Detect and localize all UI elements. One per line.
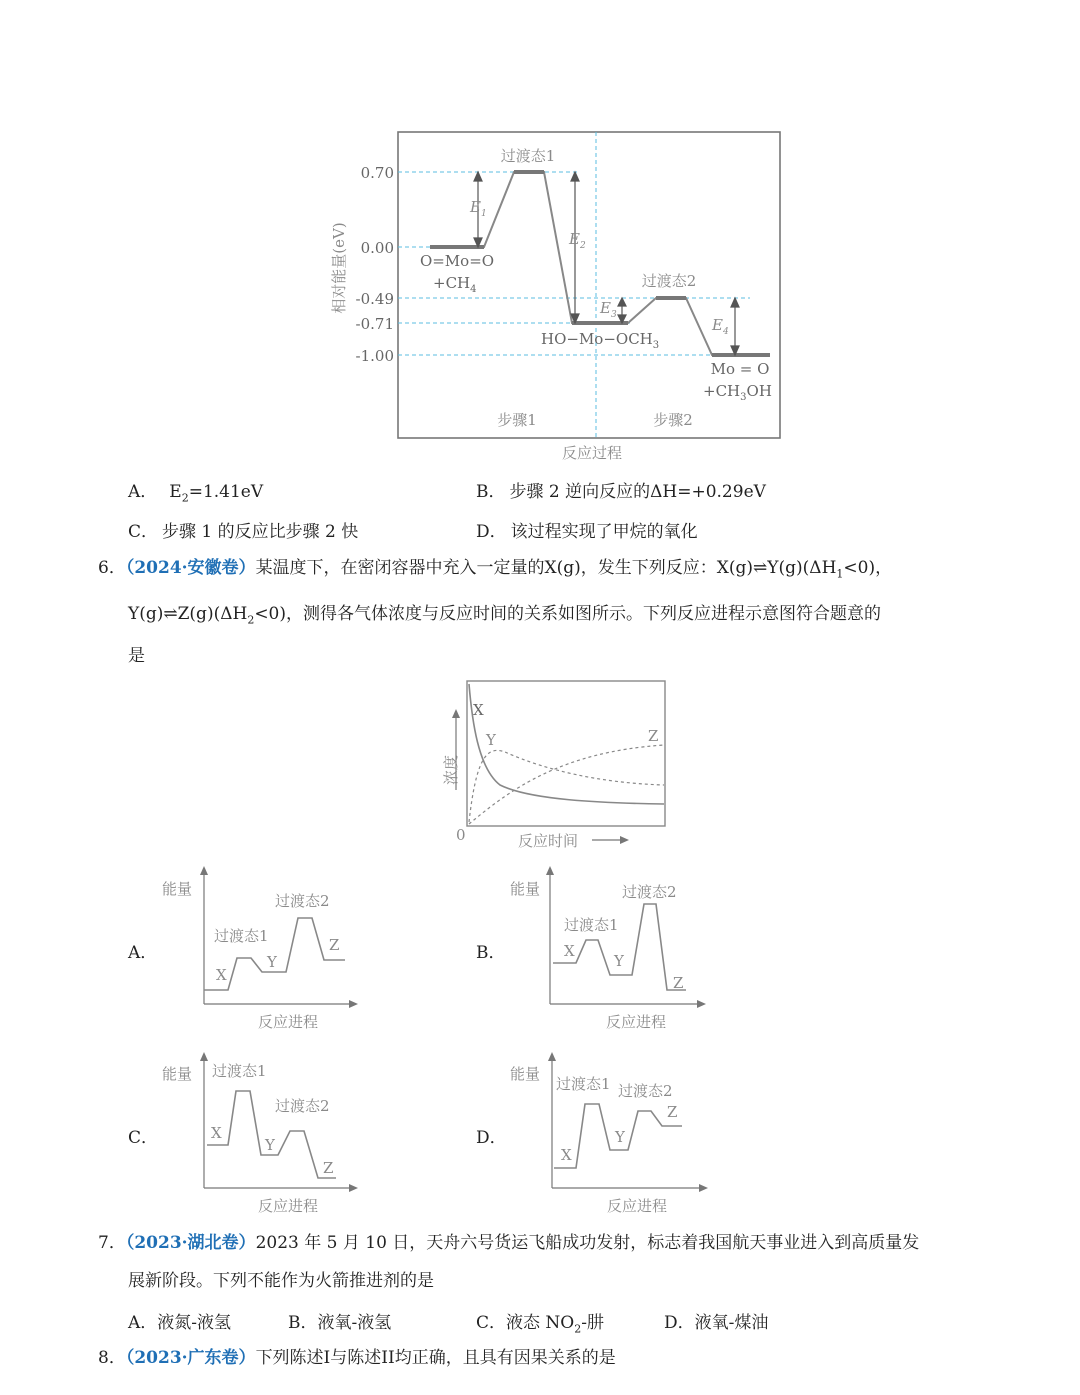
- step1-label: 步骤1: [497, 411, 537, 429]
- q6-line-1: 6．（2024·安徽卷）某温度下，在密闭容器中充入一定量的X(g)，发生下列反应：$X(g)\rightleftharpoons Y(g)(\Delta H_1<0)$，: [98, 558, 893, 581]
- conc-y-label: 浓度: [442, 754, 460, 786]
- tick-071: -0.71: [355, 315, 394, 333]
- e4-label: $E_4$: [712, 316, 729, 337]
- b-progress-label: 反应进程: [605, 1013, 667, 1031]
- q7-option-c[interactable]: C．液态 $NO_2-$肼: [476, 1313, 604, 1336]
- q6-source: （2024·安徽卷）: [125, 558, 256, 578]
- b-z-label: Z: [673, 974, 684, 992]
- concentration-chart: [435, 675, 675, 855]
- b-ts1-label: 过渡态1: [564, 916, 619, 934]
- a-z-label: Z: [329, 936, 340, 954]
- a-energy-label: 能量: [162, 880, 193, 898]
- q6-option-c-diagram[interactable]: [150, 1045, 370, 1225]
- x-curve-label: X: [473, 701, 484, 719]
- reactant-label-2: $+CH_4$: [433, 274, 477, 295]
- intermediate-label: $HO-Mo-OCH_3$: [541, 330, 660, 351]
- q7-line-1: 7．（2023·湖北卷）2023 年 5 月 10 日，天舟六号货运飞船成功发射，标志着我国航天事业进入到高质量发: [98, 1233, 920, 1253]
- q6-option-b-label[interactable]: B．: [476, 943, 506, 963]
- a-progress-label: 反应进程: [257, 1013, 319, 1031]
- tick-000: 0.00: [360, 239, 394, 257]
- c-ts1-label: 过渡态1: [212, 1062, 267, 1080]
- z-curve-label: Z: [648, 727, 659, 745]
- q6-line-3: 是: [128, 646, 145, 666]
- energy-profile-figure: [310, 125, 790, 465]
- a-ts2-label: 过渡态2: [275, 892, 330, 910]
- q7-line-2: 展新阶段。下列不能作为火箭推进剂的是: [128, 1271, 434, 1291]
- conc-frame: [467, 681, 665, 826]
- d-ts1-label: 过渡态1: [556, 1075, 611, 1093]
- q7-option-b[interactable]: B．液氧-液氢: [288, 1313, 392, 1333]
- c-z-label: Z: [323, 1159, 334, 1177]
- d-z-label: Z: [667, 1103, 678, 1121]
- q6-number: 6．: [98, 558, 126, 578]
- conc-origin: 0: [456, 826, 466, 844]
- c-y-label: Y: [265, 1136, 275, 1154]
- b-x-label: X: [564, 942, 575, 960]
- q8-number: 8．: [98, 1348, 126, 1368]
- d-progress-label: 反应进程: [606, 1197, 668, 1215]
- tick-070: 0.70: [360, 164, 394, 182]
- a-y-label: Y: [267, 953, 277, 971]
- q6-option-c-label[interactable]: C．: [128, 1128, 159, 1148]
- q6-option-a-diagram[interactable]: [150, 860, 370, 1040]
- q7-option-a[interactable]: A．液氮-液氢: [128, 1313, 232, 1333]
- q7-option-d[interactable]: D．液氧-煤油: [664, 1313, 769, 1333]
- q5-option-c[interactable]: C． 步骤 1 的反应比步骤 2 快: [128, 522, 359, 542]
- c-ts2-label: 过渡态2: [275, 1097, 330, 1115]
- c-x-label: X: [211, 1124, 222, 1142]
- y-curve: [469, 750, 664, 822]
- b-y-label: Y: [614, 952, 624, 970]
- q5-option-b[interactable]: B． 步骤 2 逆向反应的ΔH=+0.29eV: [476, 482, 766, 502]
- e1-label: $E_1$: [470, 198, 487, 219]
- q8-line-1: 8．（2023·广东卷）下列陈述I与陈述II均正确，且具有因果关系的是: [98, 1348, 616, 1368]
- c-progress-label: 反应进程: [257, 1197, 319, 1215]
- c-energy-label: 能量: [162, 1065, 193, 1083]
- q6-option-b-diagram[interactable]: [500, 860, 720, 1040]
- conc-x-label: 反应时间: [517, 832, 579, 850]
- tick-100: -1.00: [355, 347, 394, 365]
- x-axis-label: 反应过程: [561, 444, 623, 462]
- a-x-label: X: [216, 966, 227, 984]
- d-energy-label: 能量: [510, 1065, 541, 1083]
- q7-number: 7．: [98, 1233, 126, 1253]
- a-ts1-label: 过渡态1: [214, 927, 269, 945]
- q6-option-a-label[interactable]: A．: [128, 943, 158, 963]
- e3-label: $E_3$: [600, 299, 617, 320]
- tick-049: -0.49: [355, 290, 394, 308]
- ts1-label: 过渡态1: [500, 147, 556, 165]
- d-ts2-label: 过渡态2: [618, 1082, 673, 1100]
- q6-line-2: $Y(g)\rightleftharpoons Z(g)(\Delta H_2<0)$，测得各气体浓度与反应时间的关系如图所示。下列反应进程示意图符合题意的: [128, 604, 882, 627]
- y-curve-label: Y: [486, 731, 496, 749]
- x-curve: [469, 684, 664, 804]
- q6-option-d-label[interactable]: D．: [476, 1128, 507, 1148]
- ts2-label: 过渡态2: [641, 272, 697, 290]
- b-energy-label: 能量: [510, 880, 541, 898]
- b-ts2-label: 过渡态2: [622, 883, 677, 901]
- q5-option-d[interactable]: D． 该过程实现了甲烷的氧化: [476, 522, 698, 542]
- d-x-label: X: [561, 1146, 572, 1164]
- y-axis-label: 相对能量(eV): [330, 222, 348, 314]
- q5-option-a[interactable]: A． $E_2=1.41eV$: [128, 482, 264, 505]
- product-label-2: $+CH_3OH$: [703, 382, 772, 403]
- d-y-label: Y: [615, 1128, 625, 1146]
- reactant-label-1: O=Mo=O: [419, 252, 495, 270]
- e2-label: $E_2$: [569, 230, 586, 251]
- step2-label: 步骤2: [653, 411, 693, 429]
- q7-source: （2023·湖北卷）: [125, 1233, 256, 1253]
- product-label-1: Mo = O: [710, 360, 770, 378]
- q8-source: （2023·广东卷）: [125, 1348, 256, 1368]
- q6-option-d-diagram[interactable]: [500, 1045, 720, 1225]
